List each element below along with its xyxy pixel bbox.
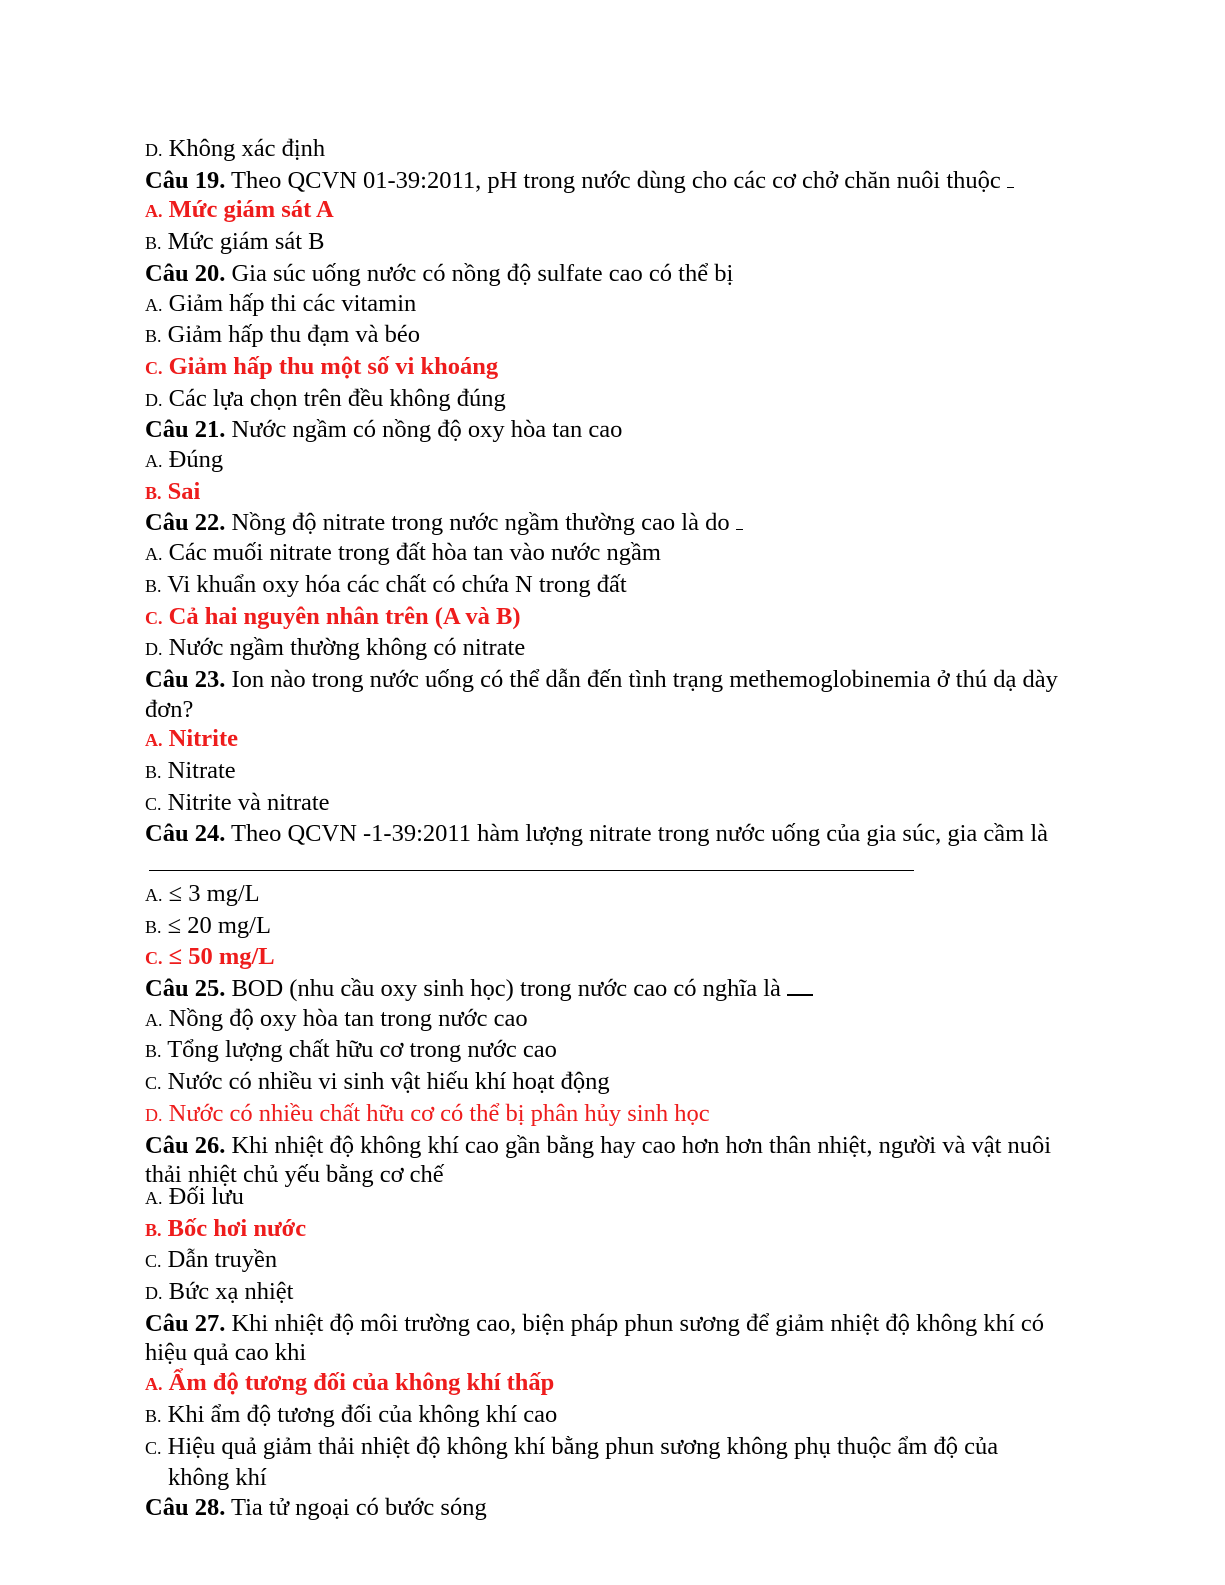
option-letter: D. (145, 1104, 163, 1125)
option-q21-b (145, 477, 1085, 509)
option-letter: A. (145, 201, 163, 222)
option-letter: C. (145, 1073, 162, 1094)
option-text: Nước có nhiều chất hữu cơ có thể bị phân hủy sinh học (168, 1099, 710, 1127)
question-25 (145, 974, 1085, 1004)
option-q20-a (145, 289, 1085, 321)
question-20 (145, 259, 1085, 289)
option-text: ≤ 50 mg/L (168, 943, 275, 971)
question-text: Khi nhiệt độ môi trường cao, biện pháp phun sương để giảm nhiệt độ không khí có hiệu quả cao khi (145, 1309, 1044, 1367)
document-page (145, 134, 1085, 1523)
option-letter: B. (145, 326, 162, 347)
option-letter: D. (145, 389, 163, 410)
option-text: Nồng độ oxy hòa tan trong nước cao (168, 1004, 528, 1032)
option-q20-c (145, 352, 1085, 384)
option-q22-c (145, 602, 1085, 634)
option-q27-c (145, 1432, 1085, 1464)
question-text: Nồng độ nitrate trong nước ngầm thường cao là do (231, 509, 730, 537)
question-number: Câu 22. (145, 509, 226, 537)
question-number: Câu 27. (145, 1309, 226, 1337)
option-letter: A. (145, 1374, 163, 1395)
question-text: Gia súc uống nước có nồng độ sulfate cao có thể bị (231, 259, 734, 287)
option-q27-b (145, 1400, 1085, 1432)
question-19 (145, 166, 1085, 196)
option-q25-c (145, 1067, 1085, 1099)
option-letter: D. (145, 140, 163, 160)
question-21 (145, 415, 1085, 445)
option-q19-b (145, 227, 1085, 259)
option-letter: C. (145, 793, 162, 814)
option-letter: A. (145, 1187, 163, 1208)
option-letter: B. (145, 1219, 162, 1240)
question-text: Nước ngầm có nồng độ oxy hòa tan cao (231, 416, 623, 444)
option-text: Các muối nitrate trong đất hòa tan vào nước ngầm (168, 539, 661, 567)
question-number: Câu 26. (145, 1131, 226, 1159)
question-23 (145, 665, 1085, 724)
option-text: Giảm hấp thi các vitamin (168, 289, 417, 317)
option-text: Bức xạ nhiệt (168, 1278, 294, 1306)
answer-blank (787, 976, 813, 996)
option-letter: C. (145, 357, 163, 378)
option-q24-a (145, 879, 1085, 911)
option-text: Giảm hấp thu đạm và béo (167, 321, 421, 349)
option-text: Dẫn truyền (167, 1246, 278, 1274)
option-letter: A. (145, 1009, 163, 1030)
option-text: Ẩm độ tương đối của không khí thấp (168, 1369, 555, 1397)
question-text: Ion nào trong nước uống có thể dẫn đến tình trạng methemoglobinemia ở thú dạ dày đơn? (145, 665, 1058, 723)
option-q23-b (145, 756, 1085, 788)
option-q23-a (145, 724, 1085, 756)
option-text: Sai (167, 477, 201, 505)
option-letter: B. (145, 762, 162, 783)
option-letter: D. (145, 639, 163, 660)
option-letter: B. (145, 1041, 162, 1062)
answer-blank (1007, 169, 1014, 188)
question-text: Tia tử ngoại có bước sóng (231, 1493, 487, 1521)
option-text: không khí (168, 1464, 267, 1492)
option-continuation (145, 1463, 1085, 1493)
option-q24-b (145, 911, 1085, 943)
option-letter: C. (145, 607, 163, 628)
option-letter: A. (145, 544, 163, 565)
option-letter: B. (145, 916, 162, 937)
option-letter: A. (145, 294, 163, 315)
option-text: Đối lưu (168, 1182, 244, 1210)
option-letter: D. (145, 1283, 163, 1304)
option-text: Các lựa chọn trên đều không đúng (168, 384, 506, 412)
option-letter: A. (145, 884, 163, 905)
question-27 (145, 1309, 1085, 1368)
option-text: Nước ngầm thường không có nitrate (168, 634, 526, 662)
question-text: Khi nhiệt độ không khí cao gần bằng hay cao hơn hơn thân nhiệt, người và vật nuôi thải nhiệt chủ yếu bằng cơ chế (145, 1131, 1052, 1189)
option-q26-b (145, 1214, 1085, 1246)
question-number: Câu 19. (145, 166, 226, 194)
question-22 (145, 508, 1085, 538)
option-q25-a (145, 1004, 1085, 1036)
answer-blank (736, 511, 743, 530)
option-text: Cả hai nguyên nhân trên (A và B) (168, 602, 521, 630)
option-text: Đúng (168, 446, 224, 474)
option-text: Vi khuẩn oxy hóa các chất có chứa N trong đất (167, 570, 627, 598)
option-q22-a (145, 538, 1085, 570)
option-text: ≤ 3 mg/L (168, 879, 260, 907)
option-letter: B. (145, 482, 162, 503)
option-q21-a (145, 445, 1085, 477)
option-letter: C. (145, 948, 163, 969)
option-text: Mức giám sát A (168, 196, 334, 224)
option-q25-d (145, 1099, 1085, 1131)
option-q24-c (145, 942, 1085, 974)
option-text: Nitrate (167, 757, 236, 785)
question-28 (145, 1493, 1085, 1523)
option-text: Tổng lượng chất hữu cơ trong nước cao (167, 1036, 557, 1064)
option-text: ≤ 20 mg/L (167, 911, 271, 939)
option-text: Không xác định (168, 135, 326, 162)
option-q22-b (145, 570, 1085, 602)
option-text: Hiệu quả giảm thải nhiệt độ không khí bằng phun sương không phụ thuộc ẩm độ của (167, 1432, 999, 1460)
question-number: Câu 25. (145, 974, 226, 1002)
option-text: Nước có nhiều vi sinh vật hiếu khí hoạt động (167, 1068, 610, 1096)
answer-blank (149, 852, 914, 871)
option-letter: C. (145, 1251, 162, 1272)
option-q27-a (145, 1368, 1085, 1400)
option-text: Nitrite (168, 725, 238, 753)
option-q19-a (145, 195, 1085, 227)
question-number: Câu 24. (145, 820, 226, 848)
option-letter: A. (145, 451, 163, 472)
option-text: Nitrite và nitrate (167, 788, 330, 816)
option-letter: A. (145, 730, 163, 751)
option-q18-d (145, 134, 1085, 166)
question-number: Câu 23. (145, 665, 226, 693)
question-number: Câu 21. (145, 416, 226, 444)
option-letter: B. (145, 575, 162, 596)
question-number: Câu 28. (145, 1493, 226, 1521)
option-q22-d (145, 633, 1085, 665)
question-24 (145, 819, 1085, 878)
option-q23-c (145, 788, 1085, 820)
option-q26-c (145, 1245, 1085, 1277)
option-letter: C. (145, 1437, 162, 1458)
question-text: BOD (nhu cầu oxy sinh học) trong nước cao có nghĩa là (231, 974, 781, 1002)
question-number: Câu 20. (145, 259, 226, 287)
option-q20-b (145, 320, 1085, 352)
option-text: Giảm hấp thu một số vi khoáng (168, 352, 499, 380)
question-text: Theo QCVN -1-39:2011 hàm lượng nitrate trong nước uống của gia súc, gia cầm là (231, 820, 1048, 848)
option-q20-d (145, 384, 1085, 416)
option-letter: B. (145, 233, 162, 254)
option-text: Bốc hơi nước (167, 1214, 307, 1242)
option-letter: B. (145, 1405, 162, 1426)
option-q25-b (145, 1035, 1085, 1067)
option-text: Mức giám sát B (167, 228, 325, 256)
question-text: Theo QCVN 01-39:2011, pH trong nước dùng cho các cơ chở chăn nuôi thuộc (231, 166, 1001, 194)
option-text: Khi ẩm độ tương đối của không khí cao (167, 1400, 558, 1428)
option-q26-d (145, 1277, 1085, 1309)
